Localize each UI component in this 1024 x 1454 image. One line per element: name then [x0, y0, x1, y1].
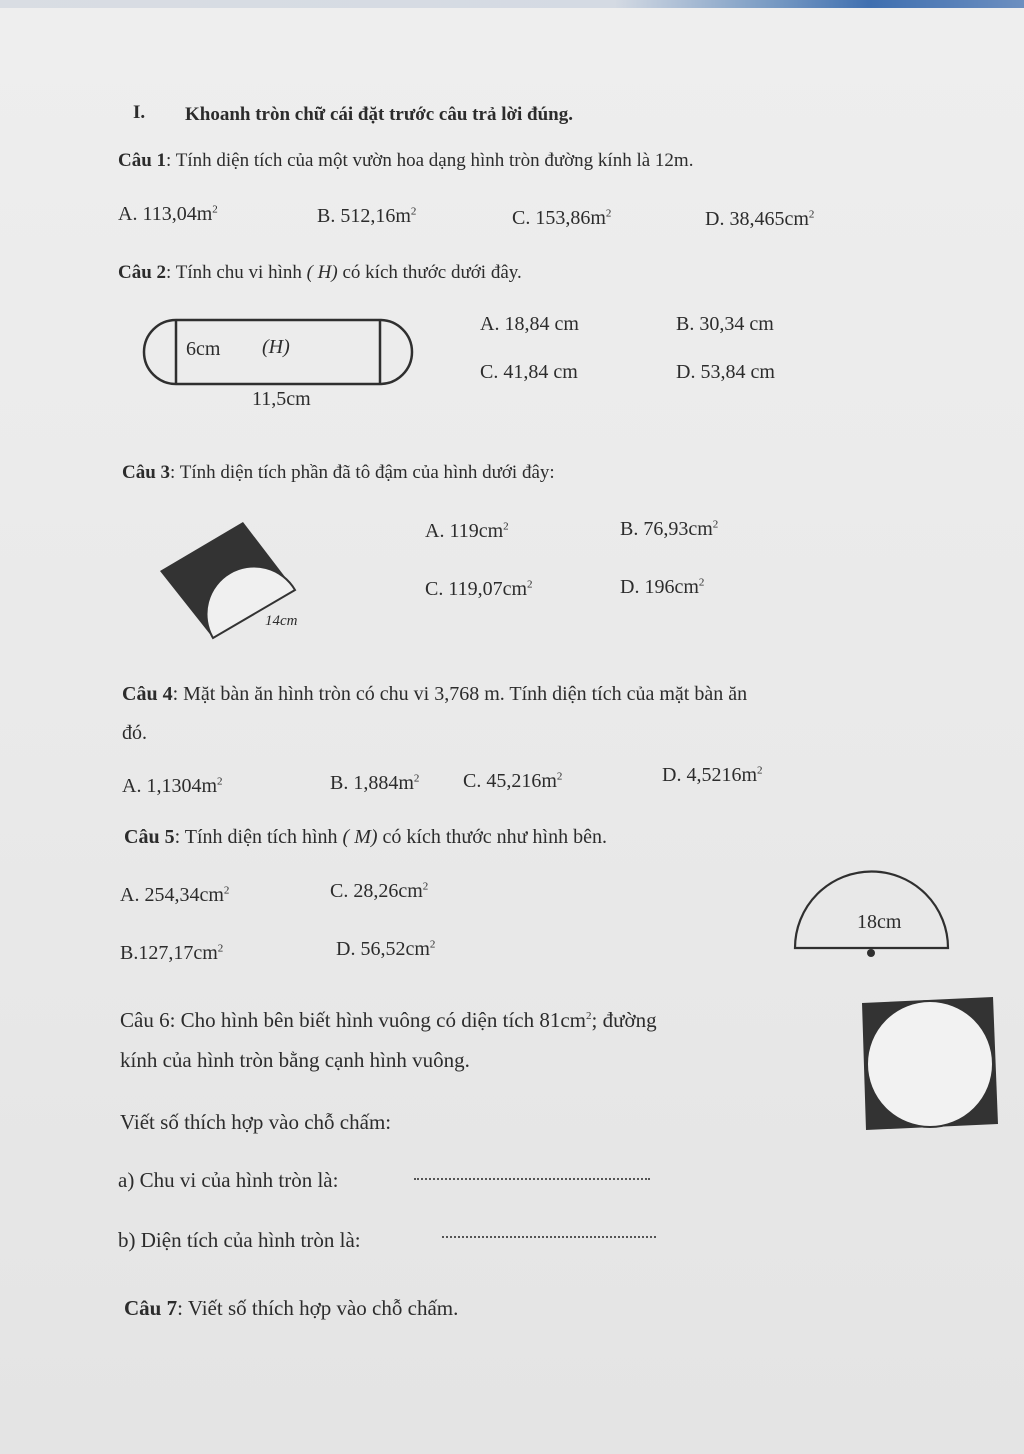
q6-answer-b-blank[interactable]: [442, 1236, 656, 1238]
q2-fig-name: (H): [262, 336, 290, 358]
question-label: Câu 5: [124, 826, 175, 848]
q1-option-c[interactable]: C. $153,86m^2$: [512, 207, 612, 229]
shape-name: ( H): [306, 262, 338, 283]
q6-fill-prompt: Viết số thích hợp vào chỗ chấm:: [120, 1110, 392, 1134]
q5-option-d[interactable]: D. $56,52cm^2$: [336, 938, 436, 960]
q2-option-b[interactable]: B. 30,34 cm: [676, 313, 774, 335]
q4-option-b[interactable]: B. $1,884m^2$: [330, 772, 420, 794]
question-label: Câu 2: [118, 262, 167, 283]
section-instruction: Khoanh tròn chữ cái đặt trước câu trả lời đúng.: [185, 104, 573, 125]
q3-option-d[interactable]: D. $196cm^2$: [620, 576, 705, 598]
q6-answer-a-blank[interactable]: [414, 1178, 650, 1180]
q5-option-b[interactable]: $B.127,17cm^2$: [120, 942, 224, 964]
q3-option-a[interactable]: A. $119cm^2$: [425, 520, 509, 542]
q4-option-c[interactable]: C. $45,216m^2$: [463, 770, 563, 792]
question-5: Câu 5: Tính diện tích hình ( M) có kích thước như hình bên.: [124, 826, 607, 848]
q3-fig-label: 14cm: [265, 613, 298, 629]
question-label: Câu 1: [118, 150, 167, 171]
question-2: Câu 2: Tính chu vi hình ( H) có kích thước dưới đây.: [118, 262, 522, 283]
question-label: Câu 7: [124, 1296, 178, 1320]
q3-option-c[interactable]: C. $119,07cm^2$: [425, 578, 533, 600]
q4-option-a[interactable]: A. $1,1304m^2$: [122, 775, 223, 797]
section-number: I.: [133, 102, 146, 123]
shape-name: ( M): [342, 826, 378, 848]
q2-option-c[interactable]: C. 41,84 cm: [480, 361, 578, 383]
q5-option-a[interactable]: A. $254,34cm^2$: [120, 884, 230, 906]
q5-fig-label: 18cm: [857, 911, 902, 933]
question-6-cont: kính của hình tròn bằng cạnh hình vuông.: [120, 1048, 470, 1072]
question-7: [124, 1296, 458, 1321]
q2-option-a[interactable]: A. 18,84 cm: [480, 313, 579, 335]
question-text: : Mặt bàn ăn hình tròn có chu vi 3,768 m. Tính diện tích của mặt bàn ăn: [172, 683, 748, 705]
question-text: : Tính diện tích của một vườn hoa dạng hình tròn đường kính là 12m.: [166, 150, 694, 171]
q2-option-d[interactable]: D. 53,84 cm: [676, 361, 775, 383]
q5-option-c[interactable]: C. $28,26cm^2$: [330, 880, 429, 902]
q1-option-a[interactable]: A. $113,04m^2$: [118, 203, 218, 225]
inscribed-circle: [867, 1001, 993, 1127]
question-6: Câu 6: Cho hình bên biết hình vuông có diện tích $81cm^2$; đường: [120, 1008, 657, 1032]
q3-option-b[interactable]: B. $76,93cm^2$: [620, 518, 719, 540]
question-label: Câu 4: [122, 683, 173, 705]
question-4-cont: đó.: [122, 722, 147, 744]
question-label: Câu 6: [120, 1008, 170, 1032]
question-text: : Tính diện tích phần đã tô đậm của hình dưới đây:: [170, 462, 555, 483]
q1-option-d[interactable]: D. $38,465cm^2$: [705, 208, 815, 230]
q4-option-d[interactable]: D. $4,5216m^2$: [662, 764, 763, 786]
question-text: : Viết số thích hợp vào chỗ chấm.: [177, 1296, 459, 1320]
question-label: Câu 3: [122, 462, 171, 483]
q2-fig-width: 11,5cm: [252, 388, 311, 410]
q6-part-a: a) Chu vi của hình tròn là:: [118, 1168, 339, 1192]
q2-fig-height: 6cm: [186, 338, 221, 360]
q1-option-b[interactable]: B. $512,16m^2$: [317, 205, 417, 227]
q6-part-b: b) Diện tích của hình tròn là:: [118, 1228, 361, 1252]
